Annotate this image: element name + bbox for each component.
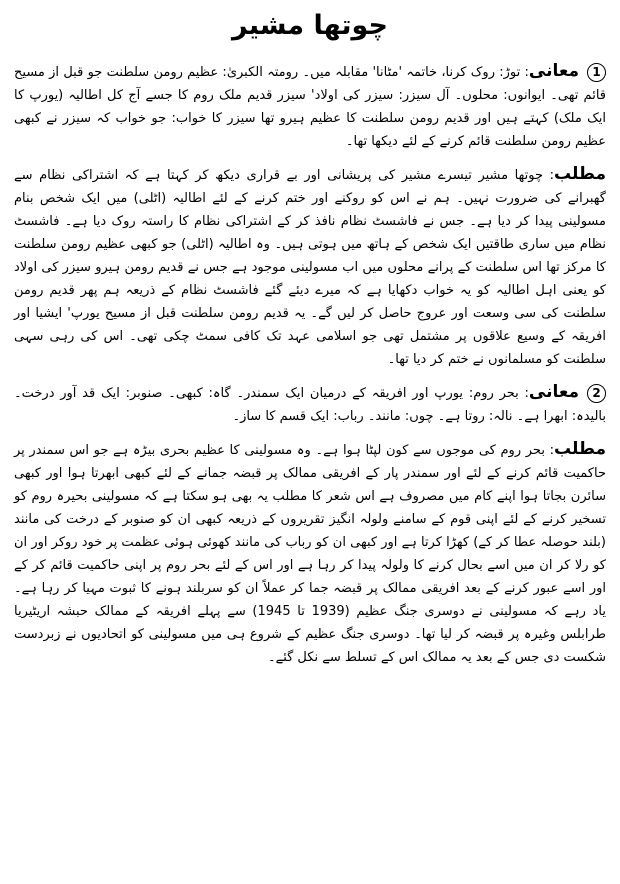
section-1-meanings (14, 60, 606, 153)
meanings-text: : بحر روم: یورپ اور افریقہ کے درمیان ایک سمندر۔ گاہ: کبھی۔ صنوبر: ایک قد آور درخت۔ بالیدہ: ابھرا ہے۔ نالہ: روتا ہے۔ چوں: مانند۔ رباب: ایک قسم کا ساز۔ (14, 386, 606, 424)
section-2-meanings (14, 381, 606, 428)
section-1-explanation (14, 163, 606, 371)
spacer (14, 371, 606, 381)
section-number-badge: 2 (587, 384, 606, 403)
spacer (14, 153, 606, 163)
meanings-heading: معانی (528, 61, 579, 81)
page-title: چوتھا مشیر (232, 10, 388, 41)
section-2-explanation (14, 438, 606, 669)
explanation-text: : چوتھا مشیر تیسرے مشیر کی پریشانی اور بے قراری دیکھ کر کہتا ہے کہ اشتراکی نظام سے گھبرانے کی ضرورت نہیں۔ ہم نے اس کو روکنے اور ختم کرنے کے لئے اطالیہ (اٹلی) میں ایک شخص بنام مسولینی پیدا کر دیا ہے۔ جس نے فاشسٹ نظام نافذ کر کے اشتراکی نظام کا راستہ روک دیا ہے۔ فاشسٹ نظام میں ساری طاقتیں ایک شخص کے ہاتھ میں ہوتی ہیں۔ وہ اطالیہ (اٹلی) جو کبھی عظیم رومن سلطنت کا مرکز تھا اس سلطنت کے پرانے محلوں میں اب مسولینی موجود ہے جس نے قدیم رومن ہیرو سیزر کی اولاد کو یعنی اہل اطالیہ کو یہ خواب دکھایا ہے کہ میرے دیئے گئے فاشسٹ نظام کے ذریعہ ہم پھر قدیم رومن سلطنت کی سی وسعت اور عروج حاصل کر لیں گے۔ یہ قدیم رومن سلطنت قبل از مسیح یورپ' ایشیا اور افریقہ کے وسیع علاقوں پر مشتمل تھی جو اسلامی عہد تک کافی سمٹ چکی تھی۔ اس کی رہی سہی سلطنت کو مسلمانوں نے ختم کر دیا تھا۔ (14, 168, 606, 367)
section-number-badge: 1 (587, 63, 606, 82)
meanings-heading: معانی (528, 382, 579, 402)
explanation-heading: مطلب (553, 439, 606, 459)
spacer (14, 428, 606, 438)
explanation-heading: مطلب (553, 164, 606, 184)
explanation-text: : بحر روم کی موجوں سے کون لپٹا ہوا ہے۔ وہ مسولینی کا عظیم بحری بیڑہ ہے جو اس سمندر پر حاکمیت قائم کرنے کے لئے اور سمندر پار کے افریقی ممالک پر قبضہ جمانے کے لئے کبھی ابھرتا ہوا اور کبھی سائرن بجاتا ہوا اپنے کام میں مصروف ہے اس شعر کا مطلب یہ بھی ہو سکتا ہے کہ مسولینی بحیرہ روم کو تسخیر کرنے کے لئے اپنی قوم کے سامنے ولولہ انگیز تقریروں کے ذریعہ کبھی ان کو صنوبر کے درخت کی مانند (بلند حوصلہ عطا کر کے) کھڑا کرتا ہے اور کبھی ان کو رباب کی مانند کھوئی ہوئی عظمت پر خود روکر اور ان کو رلا کر ان میں اسے بحال کرنے کا ولولہ پیدا کر رہا ہے اور اس کے لئے بحر روم پر اپنی حاکمیت قائم کر کے اور اسے عبور کرنے کے بعد افریقی ممالک پر قبضہ جما کر عملاً ان کو سربلند ہونے کا ثبوت مہیا کر رہا ہے۔ یاد رہے کہ مسولینی نے دوسری جنگ عظیم (1939 تا 1945) سے پہلے افریقہ کے ممالک حبشہ اریٹیریا طرابلس وغیرہ پر قبضہ کر لیا تھا۔ دوسری جنگ عظیم کے شروع ہی میں مسولینی کو اتحادیوں نے زبردست شکست دی جس کے بعد یہ ممالک اس کے تسلط سے نکل گئے۔ (14, 443, 607, 665)
meanings-text: : توڑ: روک کرنا، خاتمہ 'مٹانا' مقابلہ میں۔ رومتہ الکبریٰ: عظیم رومن سلطنت جو قبل از مسیح قائم تھی۔ ایوانوں: محلوں۔ آل سیزر: سیزر کی اولاد' سیزر قدیم ملک روم کا جسے آج کل اطالیہ (یورپ کا ایک ملک) کہتے ہیں اور قدیم رومن سلطنت کا عظیم ہیرو تھا سیزر کا خواب: جو خواب کہ سیزر نے کبھی عظیم رومن سلطنت قائم کرنے کے لئے دیکھا تھا۔ (14, 65, 606, 149)
